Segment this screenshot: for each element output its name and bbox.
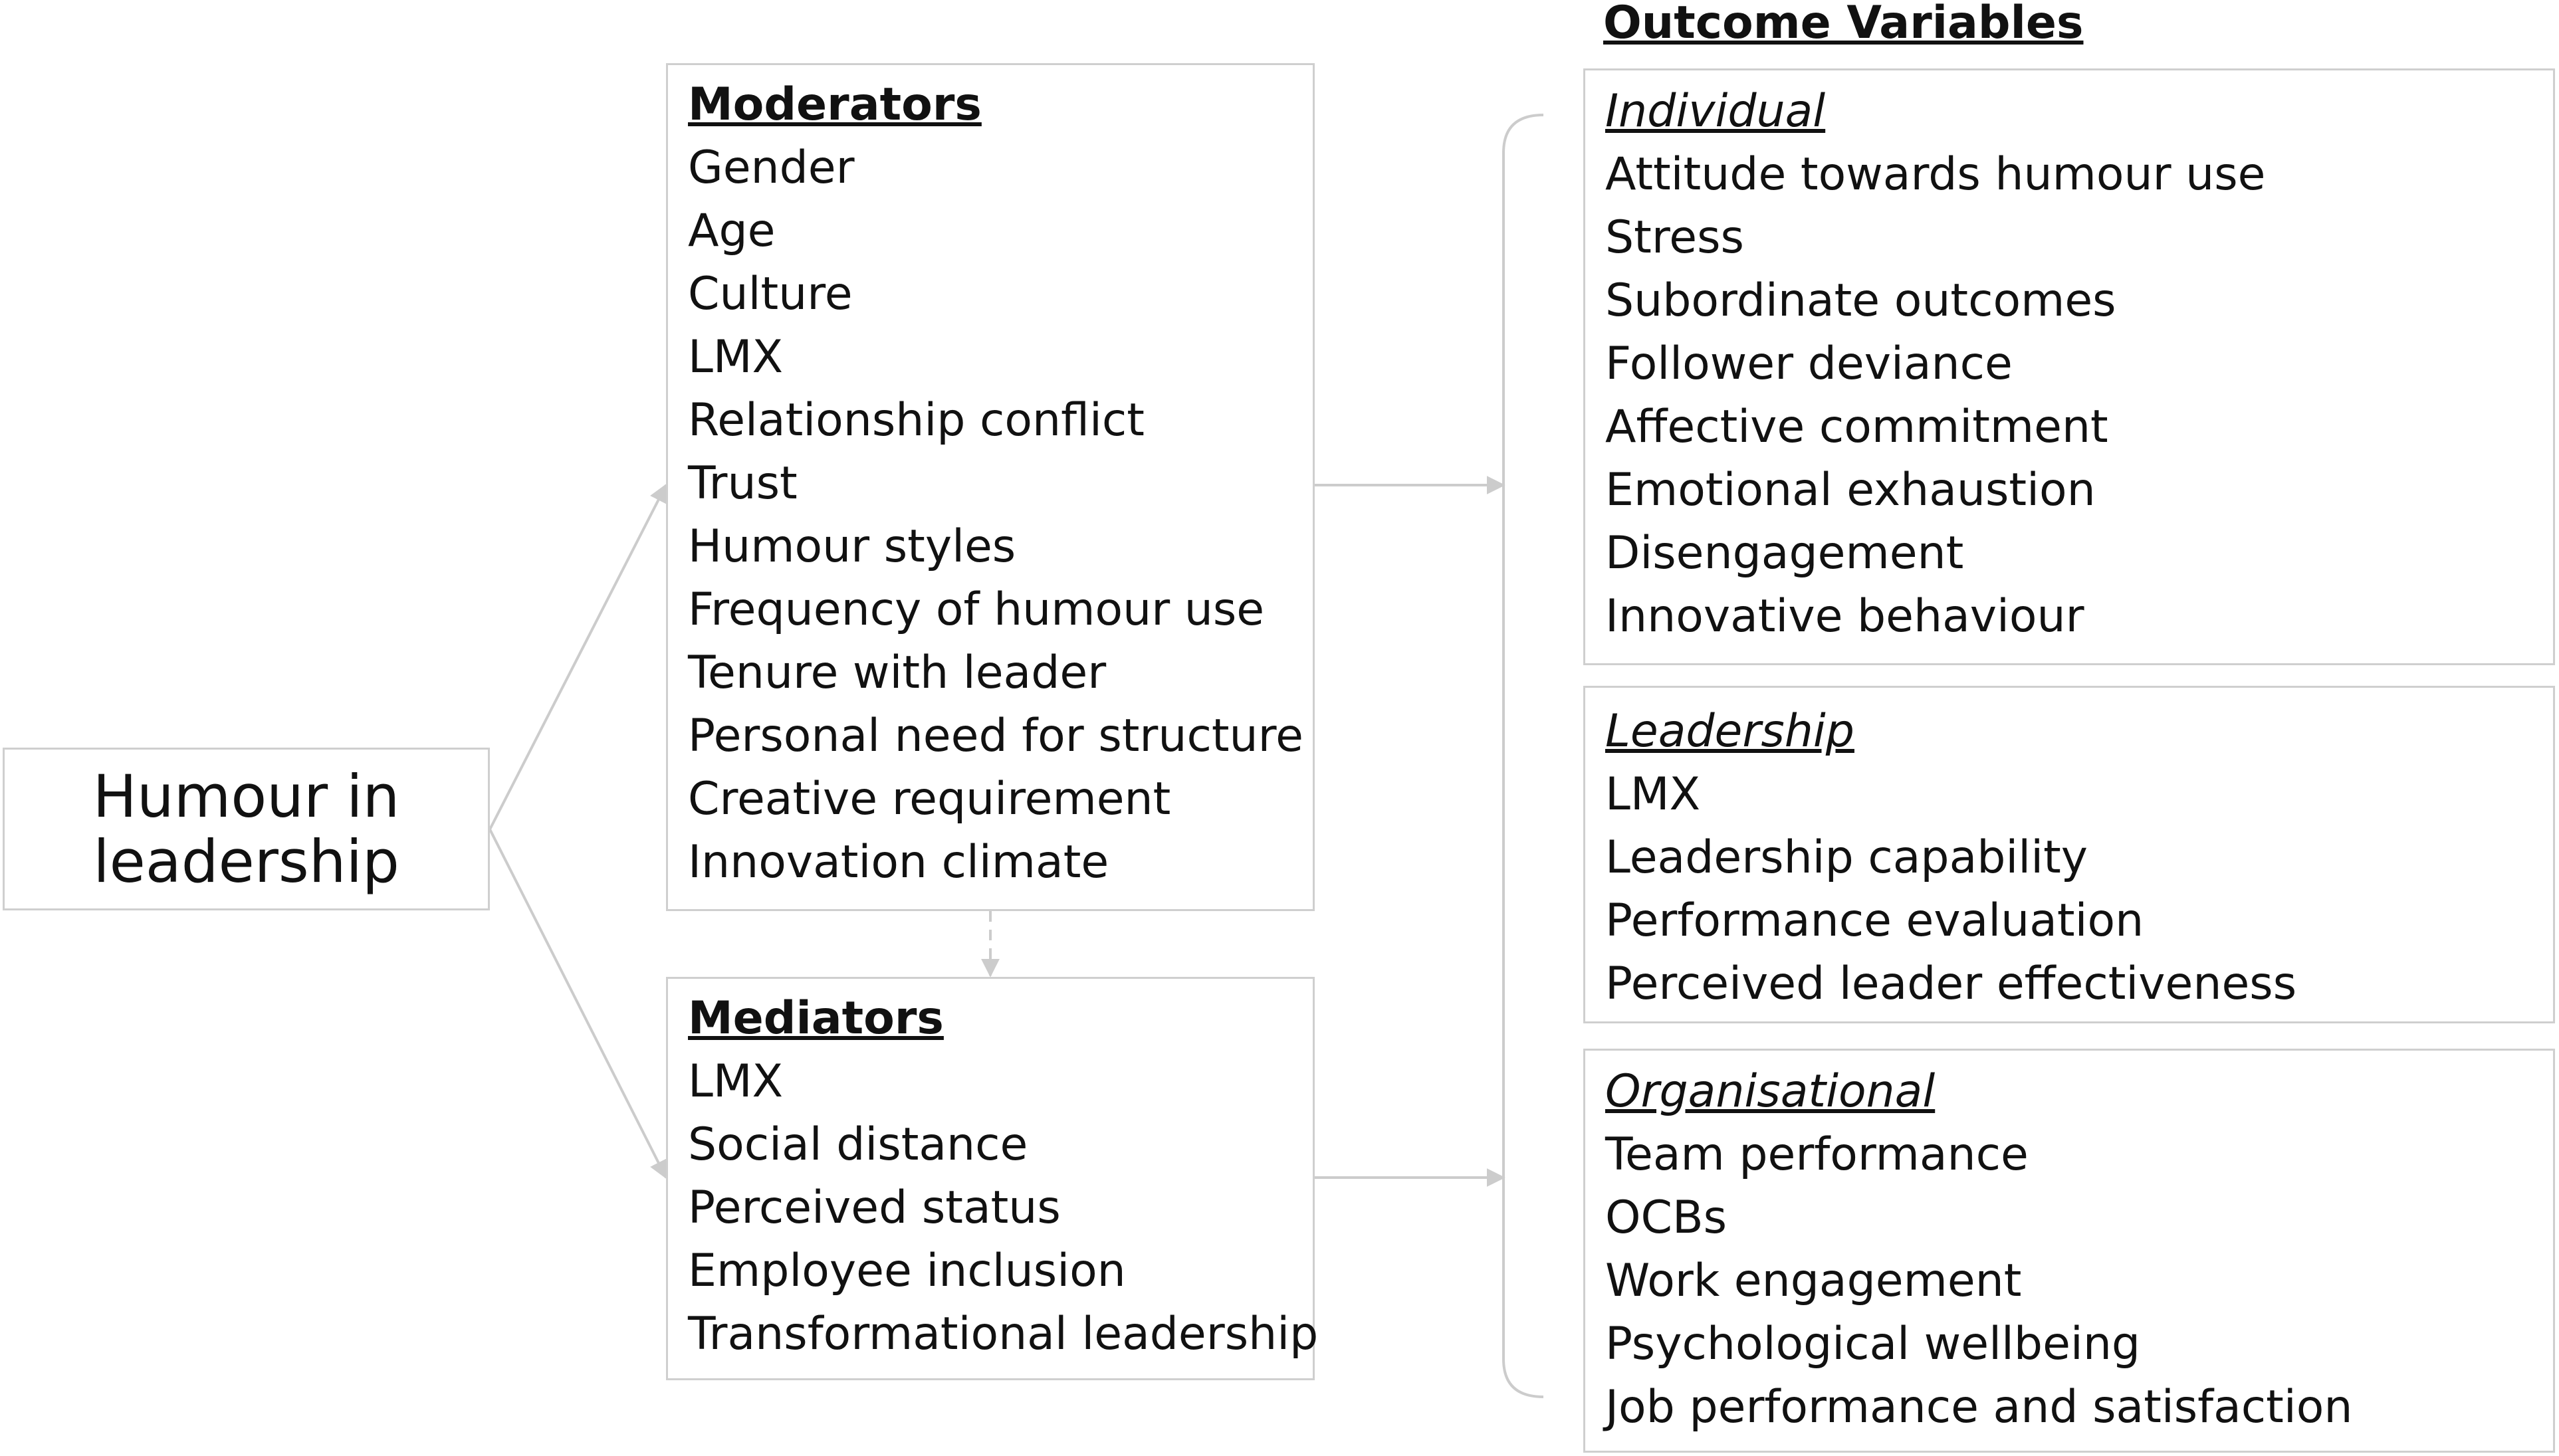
organisational-outcome-item: Job performance and satisfaction xyxy=(1605,1381,2353,1433)
organisational-outcomes-box xyxy=(1583,1049,2555,1453)
leadership-outcome-item: LMX xyxy=(1605,768,1701,821)
humour-in-leadership-label: Humour in leadership xyxy=(92,762,400,896)
individual-outcome-item: Affective commitment xyxy=(1605,401,2108,453)
moderator-item: Trust xyxy=(688,457,798,510)
organisational-outcome-item: OCBs xyxy=(1605,1192,1727,1244)
organisational-outcome-item: Psychological wellbeing xyxy=(1605,1318,2141,1370)
individual-outcome-item: Subordinate outcomes xyxy=(1605,274,2116,327)
leadership-outcomes-box xyxy=(1583,686,2555,1023)
mediator-item: Social distance xyxy=(688,1118,1028,1171)
humour-in-leadership-box xyxy=(3,748,490,910)
leadership-outcome-item: Perceived leader effectiveness xyxy=(1605,958,2297,1010)
outcomes-bracket xyxy=(1503,115,1543,1397)
leadership-title: Leadership xyxy=(1605,705,1854,758)
individual-outcome-item: Emotional exhaustion xyxy=(1605,464,2096,516)
moderator-item: Tenure with leader xyxy=(688,647,1107,699)
moderators-box xyxy=(666,63,1315,911)
moderator-item: Personal need for structure xyxy=(688,710,1303,762)
individual-outcome-item: Innovative behaviour xyxy=(1605,590,2084,643)
moderator-item: Age xyxy=(688,205,776,257)
mediator-item: Transformational leadership xyxy=(688,1308,1319,1360)
mediator-item: LMX xyxy=(688,1055,784,1108)
individual-title: Individual xyxy=(1605,85,1826,138)
organisational-title: Organisational xyxy=(1605,1065,1936,1118)
moderators-title: Moderators xyxy=(688,78,982,131)
individual-outcome-item: Disengagement xyxy=(1605,527,1964,579)
leadership-outcome-item: Leadership capability xyxy=(1605,831,2088,884)
organisational-outcome-item: Work engagement xyxy=(1605,1255,2022,1307)
moderator-item: Frequency of humour use xyxy=(688,583,1265,636)
moderator-item: Culture xyxy=(688,268,853,320)
moderator-item: Creative requirement xyxy=(688,773,1171,825)
organisational-outcome-item: Team performance xyxy=(1605,1128,2029,1181)
moderator-item: Gender xyxy=(688,142,855,194)
outcome-variables-title: Outcome Variables xyxy=(1603,0,2084,49)
individual-outcome-item: Follower deviance xyxy=(1605,338,2013,390)
moderator-item: Humour styles xyxy=(688,520,1016,573)
mediators-box xyxy=(666,977,1319,1380)
arrow-humour-to-mediators xyxy=(490,829,666,1178)
moderator-item: Relationship conflict xyxy=(688,394,1145,447)
mediators-title: Mediators xyxy=(688,992,944,1045)
moderator-item: LMX xyxy=(688,331,784,383)
leadership-outcome-item: Performance evaluation xyxy=(1605,894,2144,947)
individual-outcome-item: Stress xyxy=(1605,211,1744,264)
mediator-item: Perceived status xyxy=(688,1182,1061,1234)
moderator-item: Innovation climate xyxy=(688,836,1109,888)
individual-outcome-item: Attitude towards humour use xyxy=(1605,148,2266,201)
individual-outcomes-box xyxy=(1583,68,2555,665)
mediator-item: Employee inclusion xyxy=(688,1245,1126,1297)
arrow-humour-to-moderators xyxy=(490,485,666,829)
